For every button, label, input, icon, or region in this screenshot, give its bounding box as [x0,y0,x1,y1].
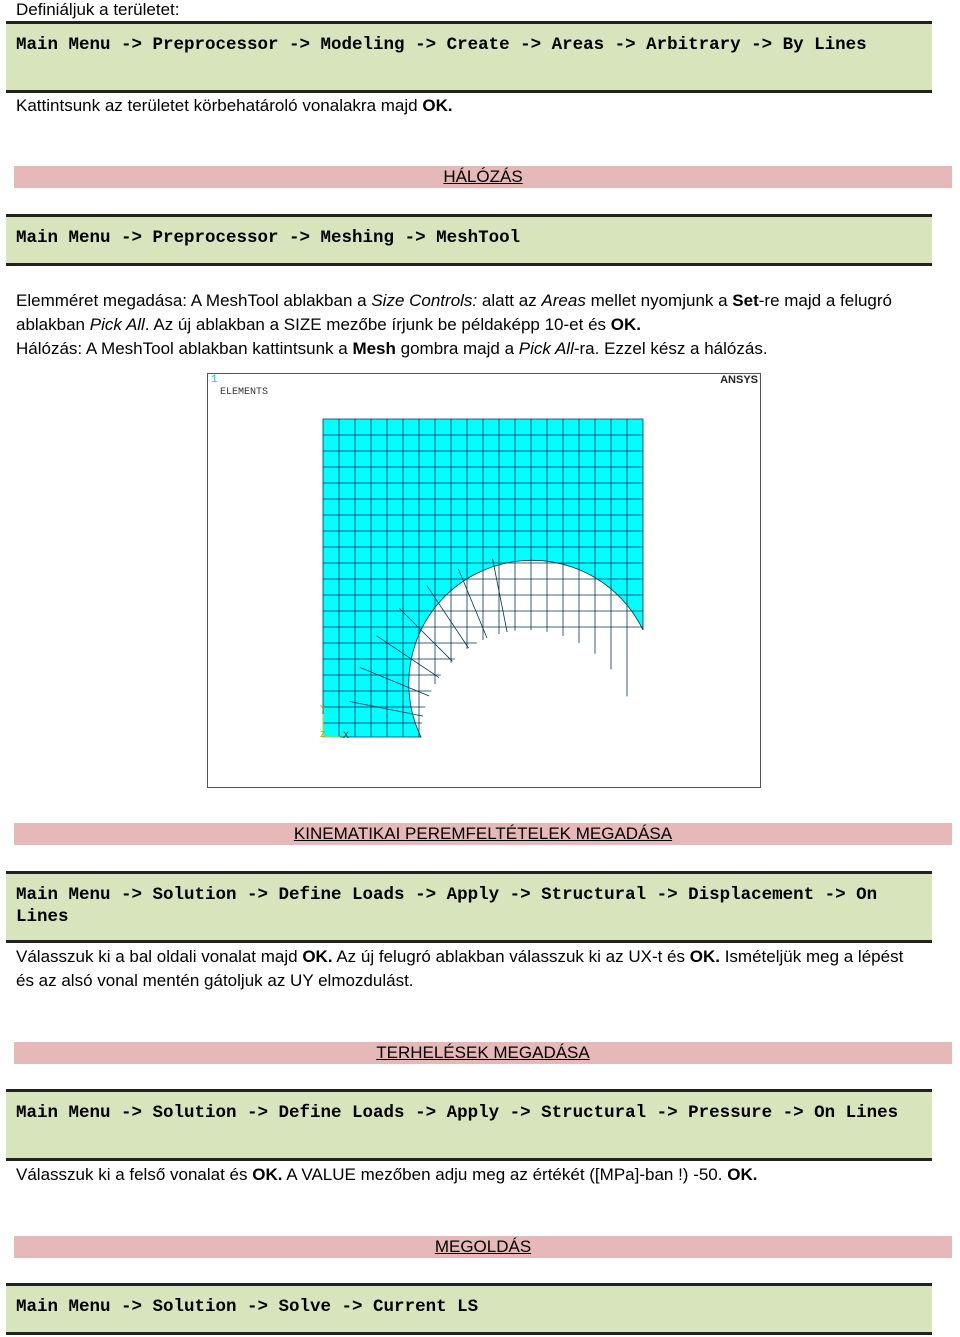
command-modeling: Main Menu -> Preprocessor -> Modeling -> Create -> Areas -> Arbitrary -> By Lines [6,21,932,93]
intro-text: Definiáljuk a területet: [16,0,180,19]
mesh-grid-lines [323,419,643,737]
axis-y-label: Y [320,704,326,714]
ansys-logo: ANSYS [720,374,758,386]
paragraph-bc-line1: Válasszuk ki a bal oldali vonalat majd OK. Az új felugró ablakban válasszuk ki az UX-t és OK. Ismételjük meg a lépést [16,947,904,966]
paragraph-mesh-line1: Elemméret megadása: A MeshTool ablakban a Size Controls: alatt az Areas mellet nyomjunk a Set-re majd a felugró [16,291,892,310]
paragraph-bc-line2: és az alsó vonal mentén gátoljuk az UY elmozdulást. [16,971,414,990]
command-displacement: Main Menu -> Solution -> Define Loads -> Apply -> Structural -> Displacement -> On Lines [6,871,932,943]
paragraph-load: Válasszuk ki a felső vonalat és OK. A VALUE mezőben adju meg az értékét ([MPa]-ban !) -50. OK. [16,1165,758,1184]
paragraph-mesh-line3: Hálózás: A MeshTool ablakban kattintsunk a Mesh gombra majd a Pick All-ra. Ezzel kész a hálózás. [16,339,768,358]
section-header-loads: TERHELÉSEK MEGADÁSA [14,1042,952,1064]
command-solve: Main Menu -> Solution -> Solve -> Current LS [6,1283,932,1335]
paragraph-areas: Kattintsunk az területet körbehatároló vonalakra majd OK. [16,96,453,115]
mesh-plot [208,374,760,787]
section-header-meshing: HÁLÓZÁS [14,166,952,188]
section-header-constraints: KINEMATIKAI PEREMFELTÉTELEK MEGADÁSA [14,823,952,845]
paragraph-mesh-line2: ablakban Pick All. Az új ablakban a SIZE mezőbe írjunk be példaképp 10-et és OK. [16,315,641,334]
axis-x-label: X [343,731,350,742]
figure-number: 1 [211,374,218,386]
axis-z-label: Z [320,730,326,740]
command-meshtool: Main Menu -> Preprocessor -> Meshing -> MeshTool [6,214,932,266]
figure-title: ELEMENTS [220,387,269,398]
mesh-figure [207,373,761,788]
section-header-solution: MEGOLDÁS [14,1236,952,1258]
command-pressure: Main Menu -> Solution -> Define Loads -> Apply -> Structural -> Pressure -> On Lines [6,1089,932,1161]
